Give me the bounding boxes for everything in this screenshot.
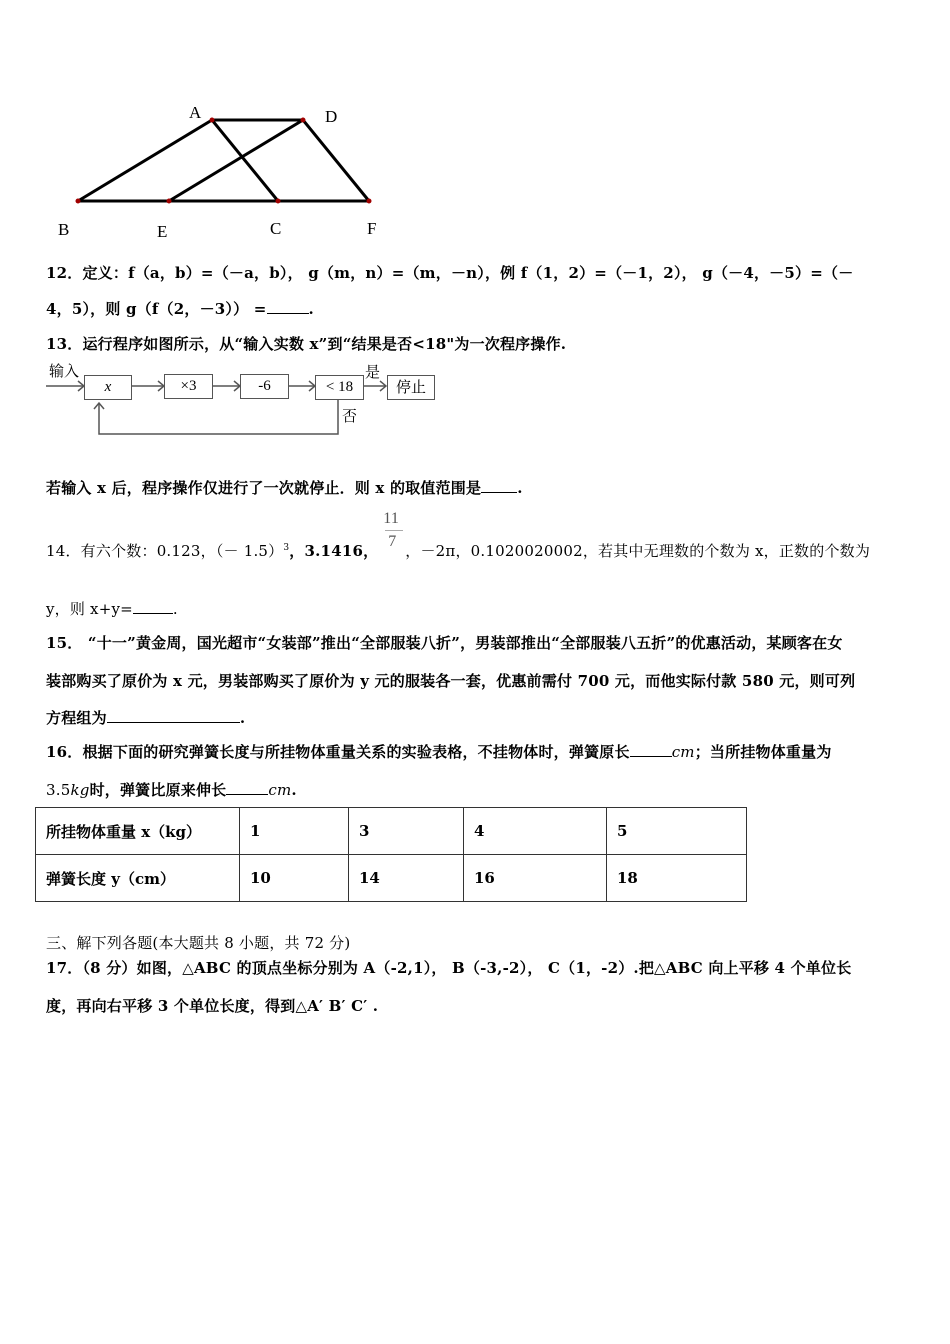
table-cell: 3 [349,808,464,855]
answer-blank [107,708,240,723]
q14-line-1 [46,510,871,561]
q14-text-rest: ，－2π，0.1020020002，若其中无理数的个数为 x，正数的个数为 [405,542,871,560]
flow-box-subtract: -6 [240,374,289,399]
flow-box-multiply: ×3 [164,374,213,399]
q14-line2-text: y，则 x+y= [46,600,133,618]
q13-intro: 13．运行程序如图所示，从“输入实数 x”到“结果是否<18"为一次程序操作. [46,335,567,353]
q16-end: . [291,781,297,799]
table-cell: 5 [607,808,747,855]
q14-text: 14．有六个数：0.123，（－ 1.5） [46,542,284,560]
q12-end: . [308,300,314,318]
q16-text-2: ；当所挂物体重量为 [694,743,832,761]
point-label-e: E [157,222,168,241]
point-label-d: D [325,107,338,126]
table-cell: 4 [464,808,607,855]
unit-kg: kg [70,781,90,799]
fraction-11-7 [383,510,405,556]
flow-box-compare: < 18 [315,375,364,400]
answer-blank [133,599,173,614]
spring-data-table [35,807,747,902]
q14-bold-number: ，3.1416， [289,542,379,560]
q12-text: 4，5），则 g（f（2，－3）） = [46,300,267,318]
q15-line3-text: 方程组为 [46,709,107,727]
answer-blank [226,780,268,795]
q16-line-2 [46,779,297,800]
flow-yes-label: 是 [365,363,381,381]
q15-line-2: 装部购买了原价为 x 元，男装部购买了原价为 y 元的服装各一套，优惠前需付 700 元，而他实际付款 580 元，则可列 [46,672,856,690]
q14-end: . [172,600,178,618]
q15-line-1: 15． “十一”黄金周，国光超市“女装部”推出“全部服装八折”，男装部推出“全部服装八五折”的优惠活动，某顾客在女 [46,634,843,652]
point-label-f: F [367,219,377,238]
q16-text-3: 时，弹簧比原来伸长 [89,781,227,799]
q13-question [46,477,523,498]
q16-value: 3.5 [46,781,71,799]
q13-question-text: 若输入 x 后，程序操作仅进行了一次就停止．则 x 的取值范围是 [46,479,482,497]
fraction-numerator: 11 [383,510,400,527]
flow-input-label: 输入 [49,362,80,380]
q14-exponent: 3 [283,543,290,553]
point-label-a: A [189,103,202,122]
fraction-denominator: 7 [388,533,397,550]
section-3-title: 三、解下列各题(本大题共 8 小题，共 72 分) [46,934,351,952]
answer-blank [481,478,517,493]
table-cell: 14 [349,855,464,902]
flow-box-x: x [84,375,132,400]
table-cell: 1 [240,808,349,855]
table-row [36,808,747,855]
fraction-bar [385,530,403,531]
q16-text: 16．根据下面的研究弹簧长度与所挂物体重量关系的实验表格，不挂物体时，弹簧原长 [46,743,630,761]
row-header-weight: 所挂物体重量 x（kg） [36,808,240,855]
point-label-b: B [58,220,70,239]
table-row [36,855,747,902]
q17-line-1: 17．（8 分）如图，△ABC 的顶点坐标分别为 A（-2,1）， B（-3,-2）， C（1，-2）.把△ABC 向上平移 4 个单位长 [46,959,852,977]
answer-blank [630,742,672,757]
table-cell: 18 [607,855,747,902]
point-label-c: C [270,219,282,238]
unit-cm: cm [671,743,695,761]
q12-line-1: 12．定义：f（a，b）=（－a，b）， g（m，n）=（m，－n），例 f（1，2）=（－1，2）， g（－4，－5）=（－ [46,264,854,282]
q13-end: . [517,479,523,497]
q14-line-2 [46,598,178,619]
q15-end: . [239,709,246,727]
row-header-length: 弹簧长度 y（cm） [36,855,240,902]
table-cell: 10 [240,855,349,902]
flow-no-label: 否 [342,407,358,425]
q16-line-1 [46,741,832,762]
q17-line-2: 度，再向右平移 3 个单位长度，得到△A′ B′ C′ . [46,997,379,1015]
q15-line-3 [46,707,245,728]
unit-cm: cm [268,781,292,799]
table-cell: 16 [464,855,607,902]
flow-box-stop: 停止 [387,375,435,400]
